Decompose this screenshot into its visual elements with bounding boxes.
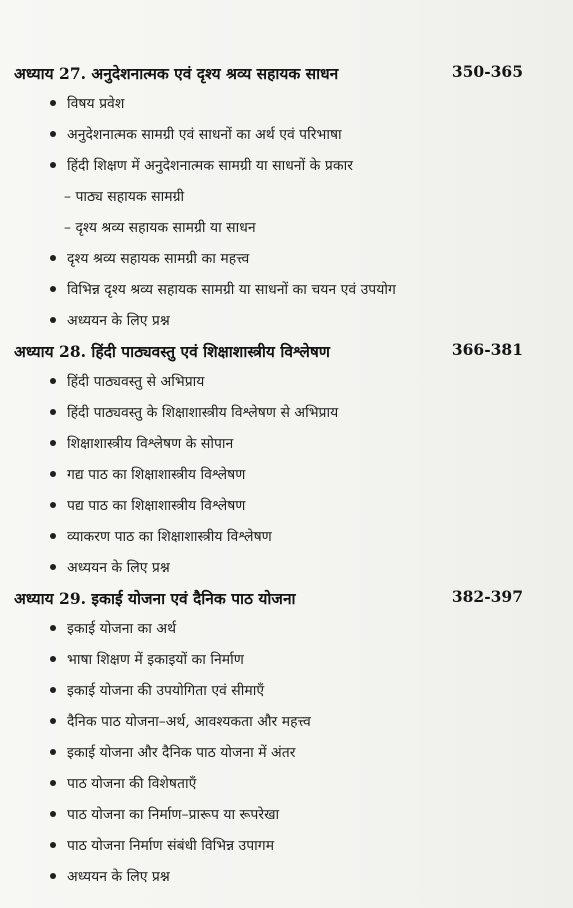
list-item bbox=[50, 465, 245, 484]
list-item-text: अध्ययन के लिए प्रश्न bbox=[67, 560, 170, 576]
list-item bbox=[50, 434, 233, 453]
bullet-icon bbox=[50, 378, 56, 384]
bullet-icon bbox=[50, 749, 56, 755]
sub-item: – दृश्य श्रव्य सहायक सामग्री या साधन bbox=[64, 220, 256, 236]
list-item bbox=[50, 94, 124, 113]
list-item-text: भाषा शिक्षण में इकाइयों का निर्माण bbox=[67, 652, 244, 668]
list-item-text: पाठ योजना का निर्माण–प्रारूप या रूपरेखा bbox=[67, 807, 280, 823]
list-item-text: दैनिक पाठ योजना–अर्थ, आवश्यकता और महत्त्व bbox=[67, 714, 311, 730]
chapter-heading: अध्याय 28. हिंदी पाठ्यवस्तु एवं शिक्षाशास्त्रीय विश्लेषण bbox=[14, 342, 331, 361]
sub-item: – पाठ्य सहायक सामग्री bbox=[64, 189, 185, 205]
list-item bbox=[50, 867, 170, 886]
bullet-icon bbox=[50, 780, 56, 786]
chapter-page-range: 366-381 bbox=[451, 340, 523, 359]
list-item-text: अध्ययन के लिए प्रश्न bbox=[67, 313, 170, 329]
bullet-icon bbox=[50, 162, 56, 168]
bullet-icon bbox=[50, 873, 56, 879]
bullet-icon bbox=[50, 687, 56, 693]
list-item-text: हिंदी शिक्षण में अनुदेशनात्मक सामग्री या साधनों के प्रकार bbox=[67, 158, 353, 174]
list-item-text: अनुदेशनात्मक सामग्री एवं साधनों का अर्थ एवं परिभाषा bbox=[67, 127, 342, 143]
bullet-icon bbox=[50, 625, 56, 631]
bullet-icon bbox=[50, 842, 56, 848]
list-item-text: हिंदी पाठ्यवस्तु के शिक्षाशास्त्रीय विश्लेषण से अभिप्राय bbox=[67, 405, 339, 421]
list-item bbox=[50, 712, 311, 731]
list-item bbox=[50, 249, 249, 268]
bullet-icon bbox=[50, 317, 56, 323]
list-item-text: इकाई योजना की उपयोगिता एवं सीमाएँ bbox=[67, 683, 265, 699]
list-item bbox=[50, 805, 279, 824]
bullet-icon bbox=[50, 656, 56, 662]
list-item bbox=[50, 558, 170, 577]
list-item bbox=[50, 650, 244, 669]
list-item bbox=[50, 372, 204, 391]
chapter-page-range: 350-365 bbox=[451, 62, 523, 81]
list-item-text: पाठ योजना निर्माण संबंधी विभिन्न उपागम bbox=[67, 838, 275, 854]
list-item bbox=[50, 743, 295, 762]
list-item bbox=[50, 774, 196, 793]
list-item-text: दृश्य श्रव्य सहायक सामग्री का महत्त्व bbox=[67, 251, 250, 267]
bullet-icon bbox=[50, 409, 56, 415]
chapter-heading: अध्याय 27. अनुदेशनात्मक एवं दृश्य श्रव्य सहायक साधन bbox=[14, 64, 339, 83]
list-item bbox=[50, 156, 353, 175]
chapter-heading: अध्याय 29. इकाई योजना एवं दैनिक पाठ योजना bbox=[14, 589, 296, 608]
list-item-text: अध्ययन के लिए प्रश्न bbox=[67, 869, 170, 885]
bullet-icon bbox=[50, 286, 56, 292]
list-item bbox=[50, 527, 272, 546]
list-item-text: पाठ योजना की विशेषताएँ bbox=[67, 776, 197, 792]
list-item bbox=[50, 681, 264, 700]
list-item-text: विषय प्रवेश bbox=[67, 96, 125, 112]
bullet-icon bbox=[50, 502, 56, 508]
list-item bbox=[50, 311, 170, 330]
list-item bbox=[50, 280, 396, 299]
list-item-text: इकाई योजना और दैनिक पाठ योजना में अंतर bbox=[67, 745, 296, 761]
bullet-icon bbox=[50, 718, 56, 724]
list-item-text: इकाई योजना का अर्थ bbox=[67, 621, 177, 637]
bullet-icon bbox=[50, 131, 56, 137]
list-item-text: गद्य पाठ का शिक्षाशास्त्रीय विश्लेषण bbox=[67, 467, 246, 483]
list-item-text: शिक्षाशास्त्रीय विश्लेषण के सोपान bbox=[67, 436, 234, 452]
list-item-text: हिंदी पाठ्यवस्तु से अभिप्राय bbox=[67, 374, 205, 390]
list-item bbox=[50, 619, 176, 638]
list-item bbox=[50, 125, 342, 144]
chapter-page-range: 382-397 bbox=[451, 587, 523, 606]
list-item-text: व्याकरण पाठ का शिक्षाशास्त्रीय विश्लेषण bbox=[67, 529, 272, 545]
bullet-icon bbox=[50, 440, 56, 446]
list-item bbox=[50, 836, 274, 855]
bullet-icon bbox=[50, 100, 56, 106]
bullet-icon bbox=[50, 533, 56, 539]
list-item-text: विभिन्न दृश्य श्रव्य सहायक सामग्री या साधनों का चयन एवं उपयोग bbox=[67, 282, 396, 298]
list-item-text: पद्य पाठ का शिक्षाशास्त्रीय विश्लेषण bbox=[67, 498, 246, 514]
bullet-icon bbox=[50, 811, 56, 817]
bullet-icon bbox=[50, 564, 56, 570]
bullet-icon bbox=[50, 471, 56, 477]
list-item bbox=[50, 403, 338, 422]
bullet-icon bbox=[50, 255, 56, 261]
list-item bbox=[50, 496, 245, 515]
